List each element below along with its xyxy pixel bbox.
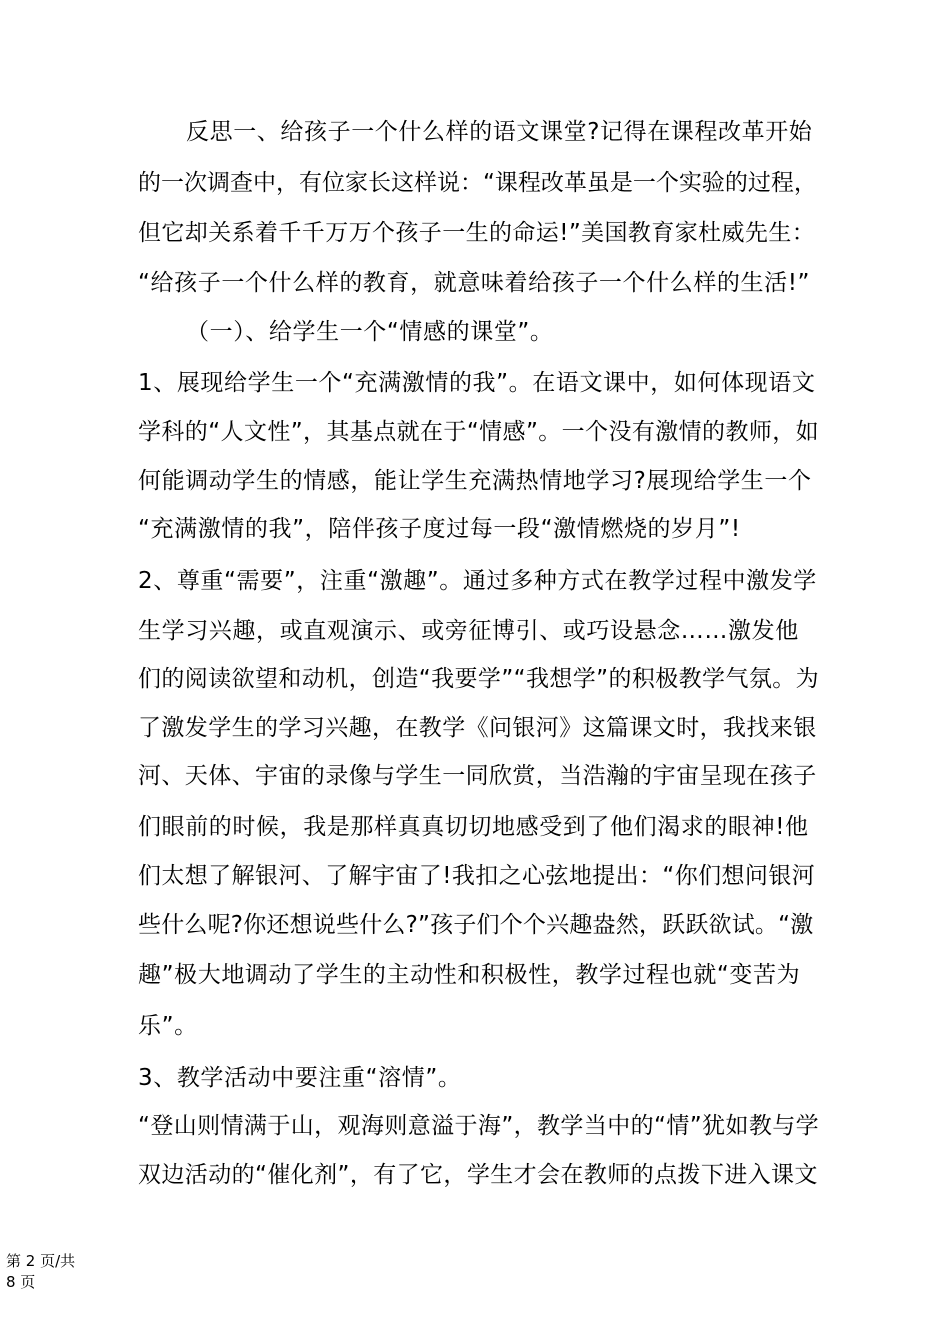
text-line: 们眼前的时候，我是那样真真切切地感受到了他们渴求的眼神!他 <box>138 814 809 840</box>
text-line: 趣”极大地调动了学生的主动性和积极性，教学过程也就“变苦为 <box>138 962 801 988</box>
text-line: 反思一、给孩子一个什么样的语文课堂?记得在课程改革开始 <box>186 119 813 145</box>
text-line: 些什么呢?你还想说些什么?”孩子们个个兴趣盎然，跃跃欲试。“激 <box>138 912 814 938</box>
text-line: 河、天体、宇宙的录像与学生一同欣赏，当浩瀚的宇宙呈现在孩子 <box>138 763 817 789</box>
text-line: 1、展现给学生一个“充满激情的我”。在语文课中，如何体现语文 <box>138 370 816 396</box>
text-line: 乐”。 <box>138 1013 198 1039</box>
text-line: 但它却关系着千千万万个孩子一生的命运!”美国教育家杜威先生： <box>138 220 816 246</box>
text-line: 生学习兴趣，或直观演示、或旁征博引、或巧设悬念……激发他 <box>138 618 799 644</box>
text-line: 学科的“人文性”，其基点就在于“情感”。一个没有激情的教师，如 <box>138 419 820 445</box>
text-line: 的一次调查中，有位家长这样说：“课程改革虽是一个实验的过程， <box>138 170 817 196</box>
text-line: 们太想了解银河、了解宇宙了!我扣之心弦地提出：“你们想问银河 <box>138 863 816 889</box>
section-heading: （一）、给学生一个“情感的课堂”。 <box>186 319 554 345</box>
text-line: “登山则情满于山，观海则意溢于海”，教学当中的“情”犹如教与学 <box>138 1113 820 1139</box>
text-line: 双边活动的“催化剂”，有了它，学生才会在教师的点拨下进入课文 <box>138 1162 818 1188</box>
text-line: 了激发学生的学习兴趣，在教学《问银河》这篇课文时，我找来银 <box>138 715 817 741</box>
text-line: 何能调动学生的情感，能让学生充满热情地学习?展现给学生一个 <box>138 468 812 494</box>
page-number: 第 2 页/共 <box>6 1252 76 1270</box>
text-line: “充满激情的我”，陪伴孩子度过每一段“激情燃烧的岁月”! <box>138 516 741 542</box>
page-total: 8 页 <box>6 1273 36 1291</box>
text-line: 们的阅读欲望和动机，创造“我要学”“我想学”的积极教学气氛。为 <box>138 666 820 692</box>
text-line: 3、教学活动中要注重“溶情”。 <box>138 1065 462 1091</box>
text-line: 2、尊重“需要”，注重“激趣”。通过多种方式在教学过程中激发学 <box>138 568 817 594</box>
text-line: “给孩子一个什么样的教育，就意味着给孩子一个什么样的生活!” <box>138 270 811 296</box>
